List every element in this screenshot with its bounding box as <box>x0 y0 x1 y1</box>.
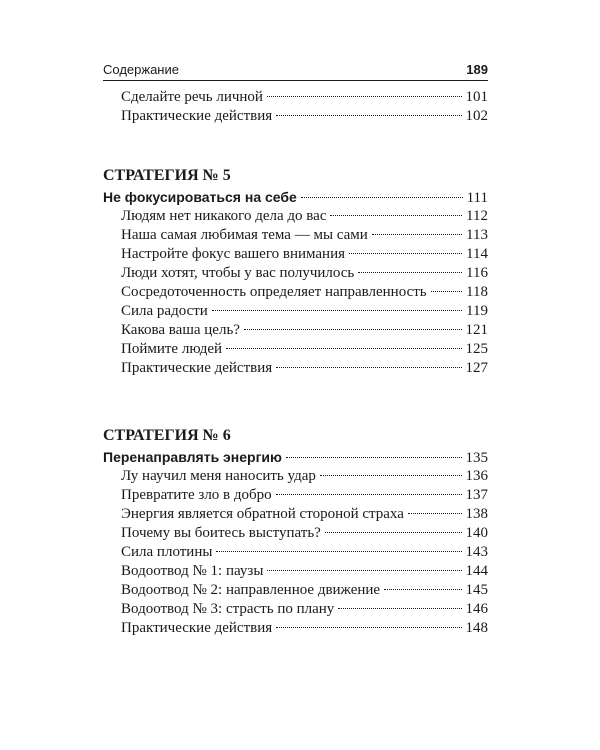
dot-leader <box>330 215 462 216</box>
dot-leader <box>226 348 461 349</box>
toc-entry[interactable] <box>103 226 488 245</box>
toc-entry-label: Сделайте речь личной <box>121 89 263 105</box>
toc-entry-label: Практические действия <box>121 108 273 124</box>
toc-chapter-page: 135 <box>465 450 488 466</box>
toc-entry-page: 145 <box>465 582 488 598</box>
toc-entry-page: 137 <box>465 487 488 503</box>
dot-leader <box>276 367 461 368</box>
toc-entry[interactable] <box>103 562 488 581</box>
toc-entry[interactable] <box>103 88 488 107</box>
dot-leader <box>212 310 462 311</box>
toc-entry-page: 138 <box>465 506 488 522</box>
toc-entry-label: Люди хотят, чтобы у вас получилось <box>121 265 355 281</box>
toc-strategy-5 <box>103 164 488 378</box>
dot-leader <box>349 253 462 254</box>
toc-continuation <box>103 88 488 126</box>
toc-entry-page: 148 <box>465 620 488 636</box>
toc-chapter-label: Перенаправлять энергию <box>103 449 282 465</box>
toc-entry[interactable] <box>103 264 488 283</box>
toc-chapter-entry[interactable] <box>103 448 488 467</box>
page-number: 189 <box>466 62 488 77</box>
toc-entry-page: 125 <box>465 341 488 357</box>
dot-leader <box>338 608 461 609</box>
toc-entry-page: 118 <box>466 284 488 300</box>
dot-leader <box>276 627 461 628</box>
toc-entry[interactable] <box>103 107 488 126</box>
toc-entry-page: 121 <box>465 322 488 338</box>
toc-entry[interactable] <box>103 505 488 524</box>
toc-entry-page: 113 <box>466 227 488 243</box>
running-header <box>103 58 488 81</box>
toc-entry[interactable] <box>103 619 488 638</box>
strategy-heading: СТРАТЕГИЯ № 5 <box>103 167 231 184</box>
toc-entry-page: 119 <box>466 303 488 319</box>
toc-entry-label: Практические действия <box>121 620 273 636</box>
running-header-title: Содержание <box>103 62 179 77</box>
toc-entry[interactable] <box>103 359 488 378</box>
dot-leader <box>431 291 462 292</box>
toc-entry[interactable] <box>103 467 488 486</box>
toc-entry-page: 101 <box>465 89 488 105</box>
dot-leader <box>358 272 462 273</box>
toc-entry-page: 127 <box>465 360 488 376</box>
toc-chapter-entry[interactable] <box>103 188 488 207</box>
strategy-heading: СТРАТЕГИЯ № 6 <box>103 427 231 444</box>
toc-entry-page: 143 <box>465 544 488 560</box>
dot-leader <box>286 457 462 458</box>
toc-entry-page: 140 <box>465 525 488 541</box>
dot-leader <box>267 570 461 571</box>
toc-entry[interactable] <box>103 524 488 543</box>
toc-entry[interactable] <box>103 245 488 264</box>
toc-entry-label: Лу научил меня наносить удар <box>121 468 316 484</box>
toc-strategy-6 <box>103 424 488 638</box>
toc-chapter-label: Не фокусироваться на себе <box>103 189 297 205</box>
toc-entry-label: Практические действия <box>121 360 273 376</box>
toc-entry-label: Наша самая любимая тема — мы сами <box>121 227 368 243</box>
dot-leader <box>320 475 462 476</box>
toc-entry[interactable] <box>103 302 488 321</box>
toc-entry-page: 136 <box>465 468 488 484</box>
dot-leader <box>408 513 462 514</box>
toc-entry-page: 112 <box>466 208 488 224</box>
toc-entry-label: Водоотвод № 1: паузы <box>121 563 264 579</box>
dot-leader <box>384 589 461 590</box>
toc-entry-label: Энергия является обратной стороной страха <box>121 506 404 522</box>
dot-leader <box>276 115 461 116</box>
dot-leader <box>276 494 462 495</box>
toc-entry-label: Водоотвод № 2: направленное движение <box>121 582 381 598</box>
toc-entry-page: 144 <box>465 563 488 579</box>
toc-entry-page: 116 <box>466 265 488 281</box>
toc-entry-label: Какова ваша цель? <box>121 322 240 338</box>
toc-entry[interactable] <box>103 486 488 505</box>
toc-entry-label: Сосредоточенность определяет направленность <box>121 284 427 300</box>
toc-entry[interactable] <box>103 340 488 359</box>
dot-leader <box>267 96 462 97</box>
toc-entry[interactable] <box>103 543 488 562</box>
dot-leader <box>301 197 463 198</box>
dot-leader <box>372 234 462 235</box>
dot-leader <box>216 551 461 552</box>
toc-entry[interactable] <box>103 321 488 340</box>
dot-leader <box>325 532 462 533</box>
toc-entry-label: Сила плотины <box>121 544 213 560</box>
toc-entry-label: Настройте фокус вашего внимания <box>121 246 345 262</box>
dot-leader <box>244 329 462 330</box>
toc-entry[interactable] <box>103 283 488 302</box>
toc-entry-page: 146 <box>465 601 488 617</box>
toc-entry-label: Почему вы боитесь выступать? <box>121 525 321 541</box>
toc-chapter-page: 111 <box>466 190 488 206</box>
toc-entry-page: 114 <box>466 246 488 262</box>
toc-entry-label: Людям нет никакого дела до вас <box>121 208 327 224</box>
toc-entry[interactable] <box>103 600 488 619</box>
toc-entry[interactable] <box>103 581 488 600</box>
toc-entry-label: Сила радости <box>121 303 208 319</box>
toc-entry-page: 102 <box>465 108 488 124</box>
toc-entry[interactable] <box>103 207 488 226</box>
toc-entry-label: Превратите зло в добро <box>121 487 272 503</box>
toc-entry-label: Поймите людей <box>121 341 223 357</box>
toc-entry-label: Водоотвод № 3: страсть по плану <box>121 601 335 617</box>
